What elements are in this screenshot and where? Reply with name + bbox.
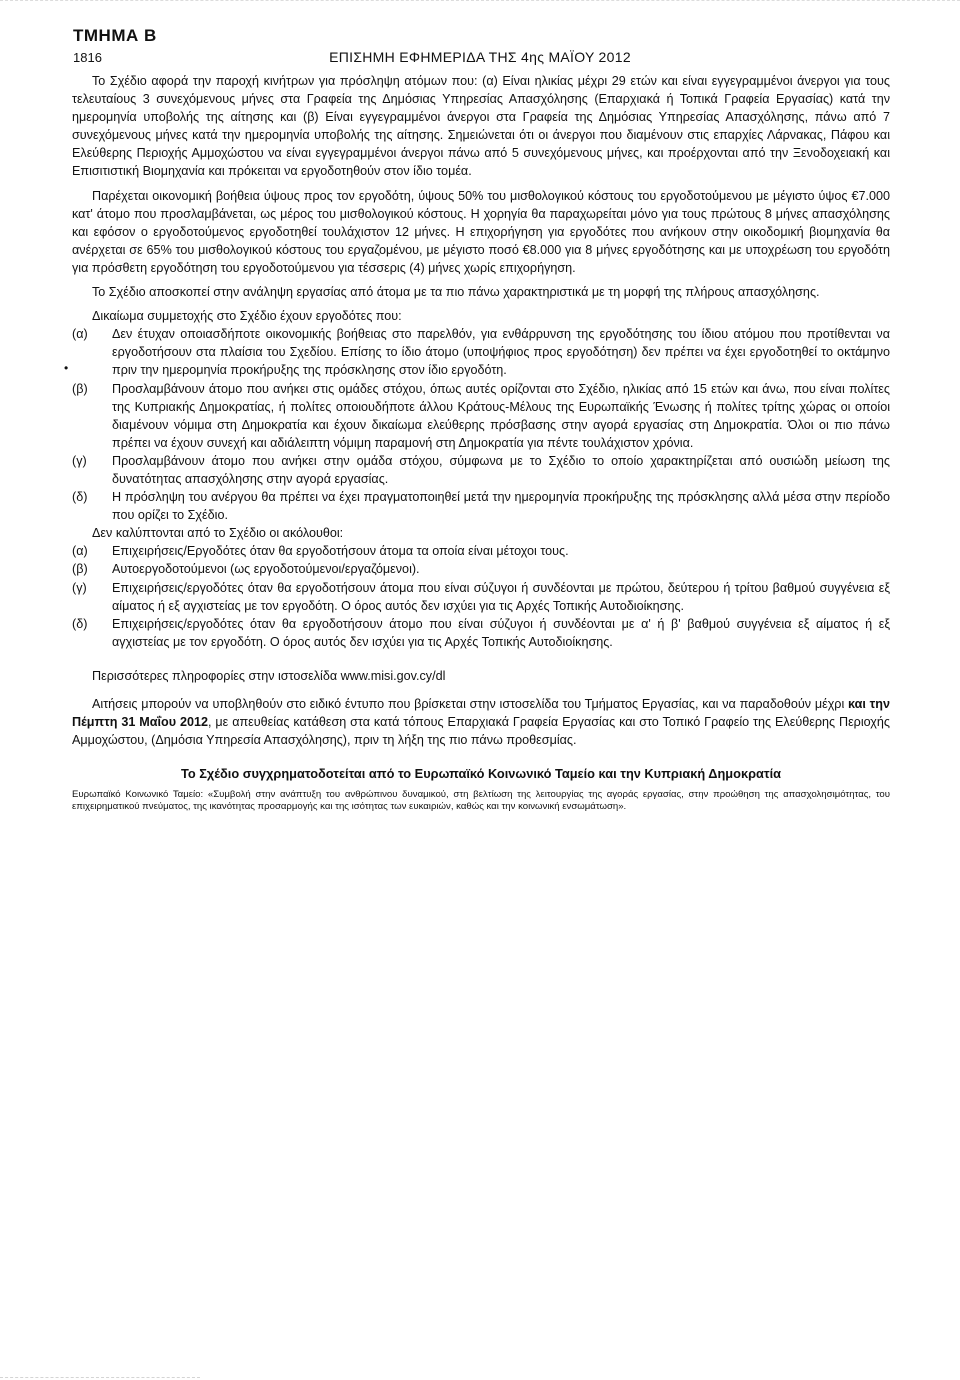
list-marker: (β)	[72, 562, 88, 577]
applications-text-end: , με απευθείας κατάθεση στα κατά τόπους Επαρχιακά Γραφεία Εργασίας και στο Τοπικό Γραφείο της Ελεύθερης Περιοχής Αμμοχώστου, (Δημόσια Υπηρεσία Απασχόλησης), πριν τη λήξη της πιο πάνω προθεσμίας.	[72, 715, 890, 748]
eligibility-intro: Δικαίωμα συμμετοχής στο Σχέδιο έχουν εργοδότες που:	[92, 309, 402, 324]
more-info-line: Περισσότερες πληροφορίες στην ιστοσελίδα www.misi.gov.cy/dl	[92, 668, 446, 683]
list-item-text: Επιχειρήσεις/Εργοδότες όταν θα εργοδοτήσουν άτομα τα οποία είναι μέτοχοι τους.	[112, 544, 569, 559]
exclusions-intro: Δεν καλύπτονται από το Σχέδιο οι ακόλουθοι:	[92, 526, 344, 541]
paragraph-target-groups: Το Σχέδιο αφορά την παροχή κινήτρων για πρόσληψη ατόμων που: (α) Είναι ηλικίας μέχρι 29 ετών και είναι εγγεγραμμένοι άνεργοι για τους τελευταίους 3 συνεχόμενους μήνες στα Γραφεία της Δημόσιας Υπηρεσίας Απασχόλησης (Επαρχιακά ή Τοπικά Γραφεία Εργασίας) κατά την ημερομηνία υποβολής της αίτησης και (β) Είναι εγγεγραμμένοι άνεργοι στα Γραφεία της Δημόσιας Υπηρεσίας Απασχόλησης, πάνω από 7 συνεχόμενους μήνες κατά την ημερομηνία υποβολής της αίτησης. Σημειώνεται ότι οι άνεργοι που διαμένουν στις επαρχίες Λάρνακας, Πάφου και Ελεύθερης Περιοχής Αμμοχώστου να είναι εγγεγραμμένοι άνεργοι πάνω από 5 συνεχόμενους μήνες, και προέρχονται από την Ξενοδοχειακή και Επισιτιστική Βιομηχανία και πρόκειται να εργοδοτηθούν στον ίδιο τομέα.	[72, 74, 890, 179]
exclusions-list	[48, 542, 890, 651]
list-marker: (γ)	[72, 580, 87, 595]
list-marker: (α)	[72, 327, 88, 342]
stray-dot: •	[64, 361, 69, 375]
list-item	[48, 560, 890, 578]
cofunding-statement: Το Σχέδιο συγχρηματοδοτείται από το Ευρωπαϊκό Κοινωνικό Ταμείο και την Κυπριακή Δημοκρατία	[180, 766, 782, 782]
list-item	[48, 615, 890, 651]
list-item	[48, 380, 890, 452]
list-marker: (δ)	[72, 616, 88, 631]
list-item	[48, 542, 890, 560]
eligibility-list	[48, 325, 890, 524]
scan-artifact-bottom	[0, 1375, 200, 1378]
list-item-text: Η πρόσληψη του ανέργου θα πρέπει να έχει πραγματοποιηθεί μετά την ημερομηνία προκήρυξης της πρόσκλησης αλλά μέσα στην περίοδο που ορίζει το Σχέδιο.	[112, 490, 890, 523]
scan-artifact-top	[0, 0, 960, 5]
applications-paragraph	[72, 695, 890, 749]
list-marker: (γ)	[72, 453, 87, 468]
list-item-text: Επιχειρήσεις/εργοδότες όταν θα εργοδοτήσουν άτομα που είναι σύζυγοι ή συνδέονται με πρώτου, δεύτερου ή τρίτου βαθμού συγγένεια εξ αίματος ή εξ αγχιστείας με τον εργοδότη. Ο όρος αυτός δεν ισχύει για τις Αρχές Τοπικής Αυτοδιοίκησης.	[112, 580, 890, 613]
list-marker: (α)	[72, 544, 88, 559]
list-item-text: Προσλαμβάνουν άτομο που ανήκει στις ομάδες στόχου, όπως αυτές ορίζονται στο Σχέδιο, ηλικίας από 15 ετών και άνω, που είναι πολίτες της Κυπριακής Δημοκρατίας, ή πολίτες οποιουδήποτε άλλου Κράτους-Μέλους της Ευρωπαϊκής Ένωσης ή πολίτες τρίτης χώρας οι οποίοι διαμένουν νόμιμα στη Δημοκρατία και έχουν δικαίωμα ελεύθερης πρόσβασης στην αγορά εργασίας στη Δημοκρατία. Όλοι οι πιο πάνω πρέπει να έχουν συνεχή και αδιάλειπτη νόμιμη παραμονή στη Δημοκρατία για πέντε τουλάχιστον χρόνια.	[112, 381, 890, 450]
list-marker: (β)	[72, 381, 88, 396]
esf-footnote: Ευρωπαϊκό Κοινωνικό Ταμείο: «Συμβολή στην ανάπτυξη του ανθρώπινου δυναμικού, στη βελτίωση της λειτουργίας της αγοράς εργασίας, στην προώθηση της απασχολησιμότητας, του επιχειρηματικού πνεύματος, της ικανότητας προσαρμογής και της ισότητας των ευκαιριών, καθώς και την κοινωνική ενσωμάτωση».	[72, 789, 890, 813]
list-item	[48, 452, 890, 488]
deadline-date: και την Πέμπτη 31 Μαΐου 2012	[72, 697, 890, 730]
gazette-header-title: ΕΠΙΣΗΜΗ ΕΦΗΜΕΡΙΔΑ ΤΗΣ 4ης ΜΑΪΟΥ 2012	[329, 49, 631, 65]
list-item	[48, 325, 890, 379]
list-item-text: Δεν έτυχαν οποιασδήποτε οικονομικής βοήθειας στο παρελθόν, για ενθάρρυνση της εργοδότησης του ίδιου ατόμου που προτίθενται να εργοδοτήσουν στα πλαίσια του Σχεδίου. Επίσης το ίδιο άτομο (υποψήφιος προς εργοδότηση) δεν πρέπει να έχει εργοδοτηθεί το οκτάμηνο πριν την ημερομηνία προκήρυξης της πρόσκλησης στον ίδιο εργοδότη.	[112, 327, 890, 378]
document-body	[72, 72, 890, 813]
list-item	[48, 488, 890, 524]
list-item-text: Αυτοεργοδοτούμενοι (ως εργοδοτούμενοι/εργαζόμενοι).	[112, 562, 420, 577]
list-item	[48, 579, 890, 615]
list-marker: (δ)	[72, 490, 88, 505]
list-item-text: Προσλαμβάνουν άτομο που ανήκει στην ομάδα στόχου, σύμφωνα με το Σχέδιο το οποίο χαρακτηρίζεται από ουσιώδη μείωση της δυνατότητας απασχόλησης στην αγορά εργασίας.	[112, 453, 890, 486]
section-label: ΤΜΗΜΑ Β	[73, 26, 157, 45]
paragraph-scheme-purpose: Το Σχέδιο αποσκοπεί στην ανάληψη εργασίας από άτομα με τα πιο πάνω χαρακτηριστικά με τη μορφή της πλήρους απασχόλησης.	[92, 285, 820, 300]
paragraph-financial-aid: Παρέχεται οικονομική βοήθεια ύψους προς τον εργοδότη, ύψους 50% του μισθολογικού κόστους του εργοδοτούμενου με μέγιστο ύψος €7.000 κατ' άτομο που προσλαμβάνεται, ως μέρος του μισθολογικού κόστους. Η χορηγία θα παραχωρείται μόνο για τους πρώτους 8 μήνες απασχόλησης και εφόσον ο εργοδοτούμενος εργοδοτηθεί τουλάχιστον 12 μήνες. Η επιχορήγηση για εργοδότες που ανήκουν στην οικοδομική βιομηχανία θα ανέρχεται σε 65% του μισθολογικού κόστους του εργαζομένου, με μέγιστο ποσό €8.000 για 8 μήνες εργοδότησης και με υποχρέωση του εργοδότη για πρόσθετη εργοδότηση του εργοδοτούμενου για τέσσερις (4) μήνες χωρίς επιχορήγηση.	[72, 188, 890, 275]
applications-text-start: Αιτήσεις μπορούν να υποβληθούν στο ειδικό έντυπο που βρίσκεται στην ιστοσελίδα του Τμήματος Εργασίας, και να παραδοθούν μέχρι	[92, 697, 849, 711]
list-item-text: Επιχειρήσεις/εργοδότες όταν θα εργοδοτήσουν άτομο που είναι σύζυγοι ή συνδέονται με α' ή β' βαθμού συγγένεια εξ αίματος ή εξ αγχιστείας με τον εργοδότη. Ο όρος αυτός δεν ισχύει για τις Αρχές Τοπικής Αυτοδιοίκησης.	[112, 616, 890, 649]
page-number: 1816	[73, 50, 102, 65]
